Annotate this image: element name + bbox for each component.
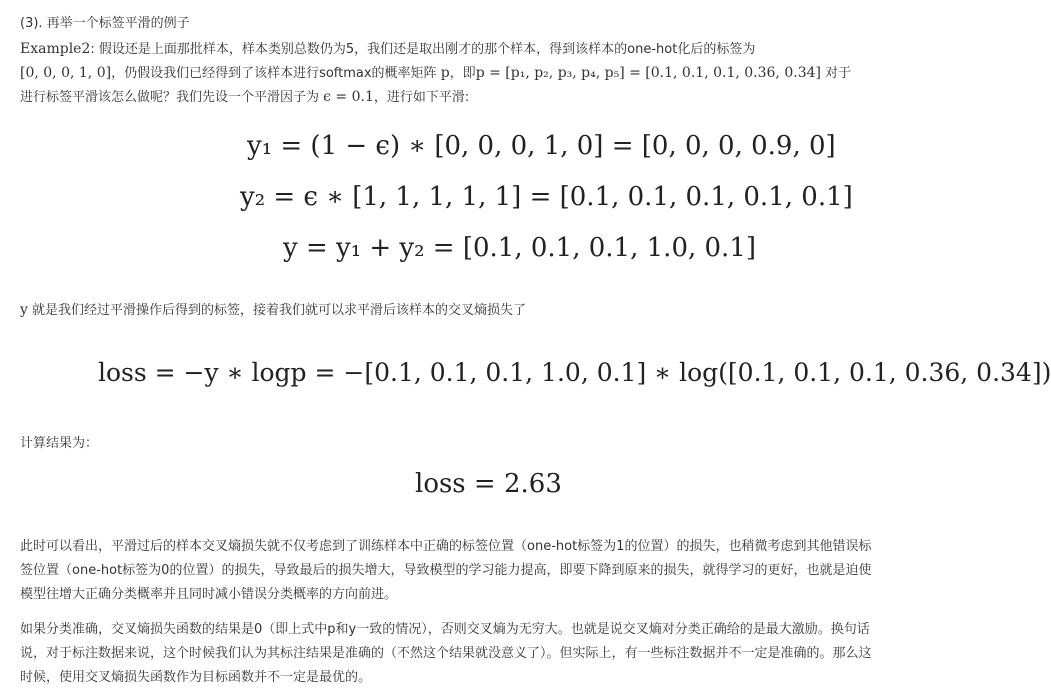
intro-line-2: [20, 62, 851, 85]
probability-equation: p = [p₁, p₂, p₃, p₄, p₅] = [0.1, 0.1, 0.1, 0.36, 0.34]: [475, 65, 821, 81]
y-sentence-text: 就是我们经过平滑操作后得到的标签，接着我们就可以求平滑后该样本的交叉熵损失了: [27, 303, 527, 318]
equation-y2: y₂ = ϵ ∗ [1, 1, 1, 1, 1] = [0.1, 0.1, 0.1, 0.1, 0.1]: [240, 182, 853, 212]
intro-line-3-text-a: 进行标签平滑该怎么做呢？我们先设一个平滑因子为: [20, 90, 324, 105]
intro-line-1-text: : 假设还是上面那批样本，样本类别总数仍为5，我们还是取出刚才的那个样本，得到该样本的one-hot化后的标签为: [90, 42, 756, 57]
loss-equation: loss = −y ∗ logp = −[0.1, 0.1, 0.1, 1.0, 0.1] ∗ log([0.1, 0.1, 0.1, 0.36, 0.34]): [98, 358, 1051, 387]
example-label: Example2: [20, 41, 91, 57]
paragraph-2: 如果分类准确，交叉熵损失函数的结果是0（即上式中p和y一致的情况），否则交叉熵为无穷大。也就是说交叉熵对分类正确给的是最大激励。换句话说，对于标注数据来说，这个时候我们认为其标注结果是准确的（不然这个结果就没意义了）。但实际上，有一些标注数据并不一定是准确的。那么这时候，使用交叉熵损失函数作为目标函数并不一定是最优的。: [20, 622, 872, 685]
equation-y1: y₁ = (1 − ϵ) ∗ [0, 0, 0, 1, 0] = [0, 0, 0, 0.9, 0]: [247, 131, 836, 161]
intro-line-2-text-a: ，仍假设我们已经得到了该样本进行softmax的概率矩阵: [111, 66, 441, 81]
intro-line-2-text-b: ，即: [449, 66, 476, 81]
intro-line-1: [20, 38, 755, 61]
intro-line-3-text-b: ，进行如下平滑:: [373, 90, 470, 105]
onehot-vector: [0, 0, 0, 1, 0]: [20, 65, 112, 81]
calc-label: 计算结果为：: [20, 436, 99, 451]
epsilon-equation: ϵ = 0.1: [323, 89, 374, 105]
section-heading: (3). 再举一个标签平滑的例子: [20, 16, 190, 31]
loss-result: loss = 2.63: [415, 469, 562, 499]
p-symbol: p: [440, 65, 450, 81]
paragraph-1: 此时可以看出，平滑过后的样本交叉熵损失就不仅考虑到了训练样本中正确的标签位置（one-hot标签为1的位置）的损失，也稍微考虑到其他错误标签位置（one-hot标签为0的位置）的损失，导致最后的损失增大，导致模型的学习能力提高，即要下降到原来的损失，就得学习的更好，也就是迫使模型往增大正确分类概率并且同时减小错误分类概率的方向前进。: [20, 539, 872, 602]
intro-line-2-text-c: 对于: [820, 66, 852, 81]
equation-y: y = y₁ + y₂ = [0.1, 0.1, 0.1, 1.0, 0.1]: [283, 233, 757, 263]
y-symbol: y: [20, 302, 28, 318]
y-sentence: [20, 299, 526, 322]
intro-line-3: [20, 86, 469, 109]
